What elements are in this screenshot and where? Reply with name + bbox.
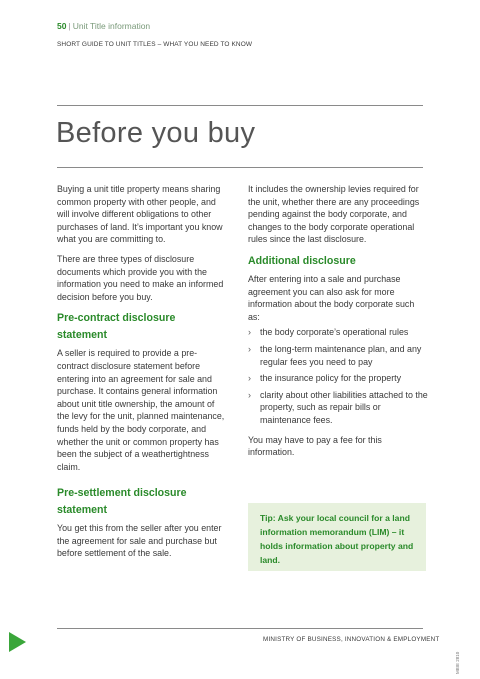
disclosure-types-paragraph: There are three types of disclosure documents which provide you with the information you need to make an informed decision before you buy. bbox=[57, 253, 224, 302]
play-triangle-icon bbox=[9, 632, 26, 652]
pre-settlement-heading: Pre-settlement disclosure statement bbox=[57, 487, 187, 517]
section-name: Unit Title information bbox=[72, 21, 151, 31]
tip-text: Tip: Ask your local council for a land information memorandum (LIM) – it holds information about property and land. bbox=[260, 513, 414, 565]
chevron-right-icon: › bbox=[248, 389, 251, 400]
additional-disclosure-heading: Additional disclosure bbox=[248, 254, 356, 267]
footer-divider bbox=[57, 628, 423, 629]
ministry-footer: MINISTRY OF BUSINESS, INNOVATION & EMPLOYMENT bbox=[263, 636, 440, 643]
list-item bbox=[248, 389, 428, 427]
right-column bbox=[248, 183, 428, 466]
top-divider bbox=[57, 105, 423, 106]
list-item-text: the long-term maintenance plan, and any regular fees you need to pay bbox=[260, 343, 422, 367]
intro-paragraph: Buying a unit title property means sharing common property with other people, and will involve different obligations to other purchases of land. It’s important you know what you are committing to. bbox=[57, 184, 223, 245]
fee-paragraph: You may have to pay a fee for this information. bbox=[248, 434, 382, 458]
list-item-text: clarity about other liabilities attached to the property, such as repair bills or maintenance fees. bbox=[260, 389, 428, 425]
title-divider bbox=[57, 167, 423, 168]
document-subheader: SHORT GUIDE TO UNIT TITLES – WHAT YOU NEED TO KNOW bbox=[57, 41, 253, 48]
disclosure-bullet-list bbox=[248, 326, 428, 426]
list-item-text: the body corporate’s operational rules bbox=[260, 327, 409, 338]
list-item bbox=[248, 326, 428, 339]
pre-contract-paragraph: A seller is required to provide a pre-contract disclosure statement before entering into an agreement for sale and purchase. It contains general information about unit title ownership, the amount of the levy for the unit, planned maintenance, funds held by the body corporate, and whether the unit or common property has been the subject of a weathertightness claim. bbox=[57, 348, 225, 472]
page-number-line bbox=[57, 21, 150, 31]
levies-paragraph: It includes the ownership levies required for the unit, whether there are any proceedings pending against the body corporate, and changes to the body corporate operational rules since the last disclosure. bbox=[248, 184, 420, 245]
document-code: MBIE 2810 bbox=[455, 651, 460, 674]
additional-disclosure-paragraph: After entering into a sale and purchase agreement you can also ask for more information about the body corporate such as: bbox=[248, 273, 415, 322]
list-item bbox=[248, 343, 428, 368]
list-item-text: the insurance policy for the property bbox=[260, 373, 402, 384]
left-column bbox=[57, 183, 227, 567]
pre-contract-heading: Pre-contract disclosure statement bbox=[57, 312, 176, 342]
chevron-right-icon: › bbox=[248, 343, 251, 354]
tip-box bbox=[248, 503, 426, 571]
chevron-right-icon: › bbox=[248, 327, 251, 338]
header-separator: | bbox=[68, 21, 71, 31]
pre-settlement-paragraph: You get this from the seller after you enter the agreement for sale and purchase but before settlement of the sale. bbox=[57, 523, 222, 559]
page-title: Before you buy bbox=[56, 117, 256, 149]
chevron-right-icon: › bbox=[248, 373, 251, 384]
page-number: 50 bbox=[57, 21, 67, 31]
list-item bbox=[248, 372, 428, 385]
